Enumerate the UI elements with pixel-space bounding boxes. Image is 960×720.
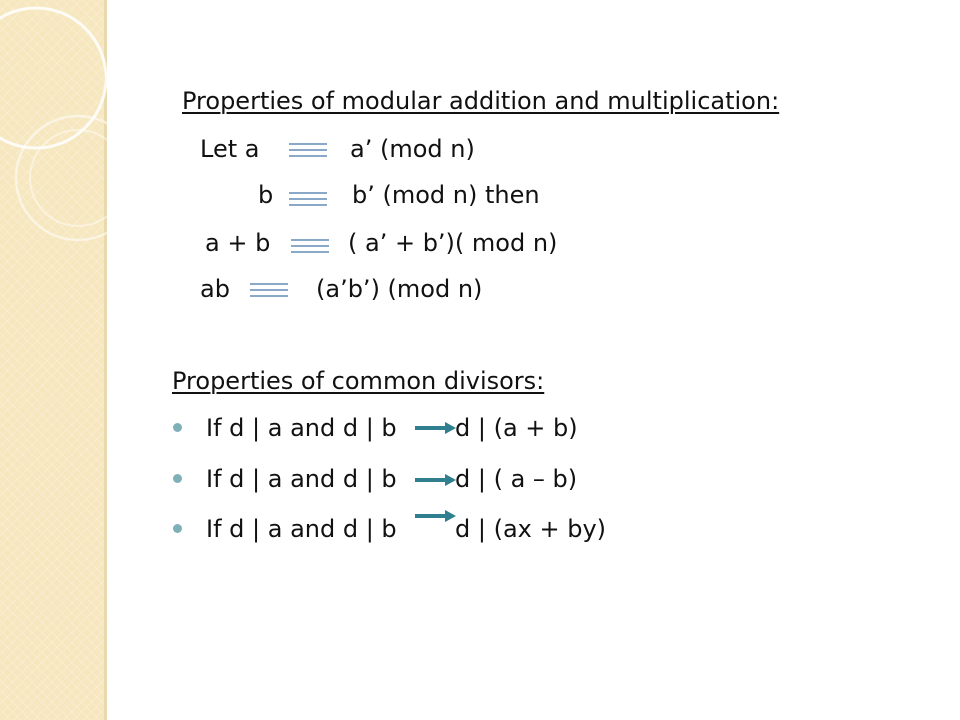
bullet-2-premise: If d | a and d | b: [206, 465, 397, 493]
congruence-icon: [289, 143, 327, 157]
let-a-text: Let a: [200, 135, 260, 163]
implies-arrow-icon: [413, 420, 457, 436]
prod-lhs: ab: [200, 275, 230, 303]
congruence-icon: [289, 192, 327, 206]
prod-rhs: (a’b’) (mod n): [316, 275, 483, 303]
sum-lhs: a + b: [205, 229, 271, 257]
bullet-dot-icon: [173, 474, 182, 483]
b-lhs: b: [258, 181, 274, 209]
b-rhs: b’ (mod n) then: [352, 181, 540, 209]
implies-arrow-icon: [413, 472, 457, 488]
bullet-dot-icon: [173, 423, 182, 432]
bullet-2-conclusion: d | ( a – b): [455, 465, 578, 493]
bullet-3-premise: If d | a and d | b: [206, 515, 397, 543]
bullet-1-premise: If d | a and d | b: [206, 414, 397, 442]
congruence-icon: [291, 239, 329, 253]
congruence-icon: [250, 283, 288, 297]
decorative-rings-icon: [0, 0, 130, 720]
heading-divisors: Properties of common divisors:: [172, 367, 545, 395]
bullet-1-conclusion: d | (a + b): [455, 414, 578, 442]
let-a-rhs: a’ (mod n): [350, 135, 475, 163]
heading-modular-properties: Properties of modular addition and multiplication:: [182, 87, 780, 115]
sum-rhs: ( a’ + b’)( mod n): [348, 229, 558, 257]
bullet-3-conclusion: d | (ax + by): [455, 515, 607, 543]
bullet-dot-icon: [173, 524, 182, 533]
implies-arrow-icon: [413, 508, 457, 524]
